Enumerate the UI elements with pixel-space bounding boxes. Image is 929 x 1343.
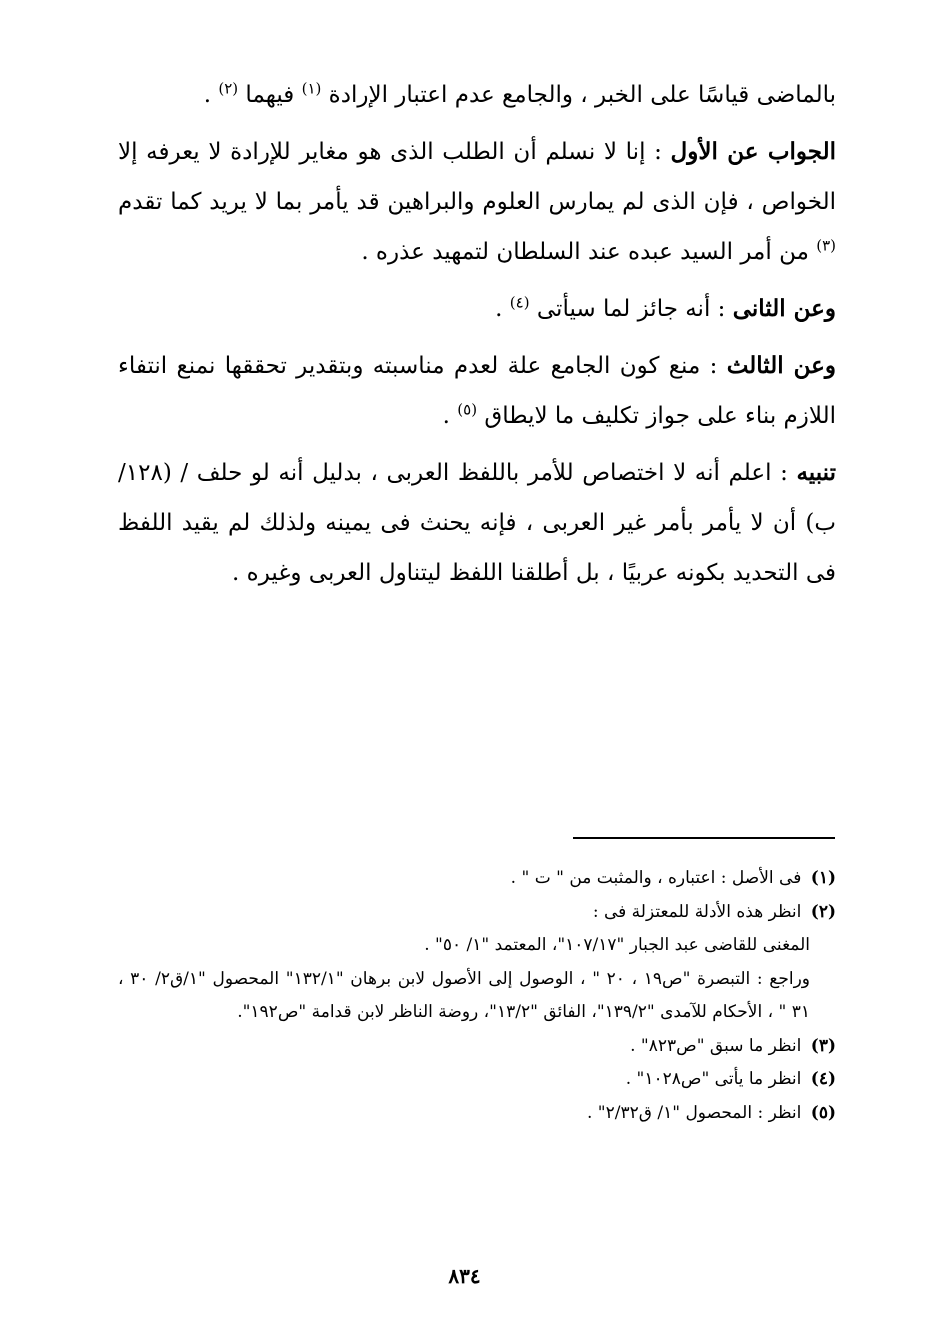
footnote-4-number: (٤) (810, 1069, 836, 1089)
paragraph-3-end: . (495, 296, 510, 322)
paragraph-5 (118, 448, 836, 598)
paragraph-1-end: . (203, 82, 219, 108)
paragraph-5-text: : اعلم أنه لا اختصاص للأمر باللفظ العربى ، بدليل أنه لو حلف / (١٢٨/ب) أن لا يأمر بأمر غير العربى ، فإنه يحنث فى يمينه ولذلك لم يقيد اللفظ فى التحديد بكونه عربيًا ، بل أطلقنا اللفظ ليتناول العربى وغيره . (118, 460, 836, 586)
footnote-1-number: (١) (810, 868, 836, 888)
footnote-2-source-b: وراجع : التبصرة "ص١٩ ، ٢٠ " ، الوصول إلى الأصول لابن برهان "١٣٢/١" المحصول "١/ق٢/ ٣٠ ، ٣١ " ، الأحكام للآمدى "١٣٩/٢"، الفائق "١٣/٢"، روضة الناظر لابن قدامة "ص١٩٢". (118, 968, 810, 1022)
paragraph-1-mid: فيهما (238, 82, 302, 108)
footnote-2-source-a: المغنى للقاضى عبد الجبار "١٠٧/١٧"، المعتمد "١/ ٥٠" . (424, 935, 810, 955)
footnote-2-text: انظر هذه الأدلة للمعتزلة فى : (592, 901, 807, 922)
footnote-ref-2: (٢) (218, 79, 239, 98)
paragraph-4-text: : منع كون الجامع علة لعدم مناسبته وبتقدير تحققها نمنع انتفاء اللازم بناء على جواز تكليف ما لايطاق (118, 353, 836, 429)
footnote-4-text: انظر ما يأتى "ص١٠٢٨" . (625, 1069, 807, 1089)
footnote-ref-3: (٣) (816, 236, 836, 255)
footnote-3-number: (٣) (810, 1035, 836, 1056)
footnote-2-number: (٢) (810, 901, 836, 922)
paragraph-2-end: من أمر السيد عبده عند السلطان لتمهيد عذره . (361, 239, 817, 265)
footnote-ref-1: (١) (301, 79, 322, 98)
footnote-ref-4: (٤) (509, 293, 530, 312)
paragraph-2-text: : إنا لا نسلم أن الطلب الذى هو مغاير للإرادة لا يعرفه إلا الخواص ، فإن الذى لم يمارس العلوم والبراهين قد يأمر بما لا يريد كما تقدم (118, 139, 836, 215)
footnote-1-text: فى الأصل : اعتباره ، والمثبت من " ت " . (510, 868, 807, 888)
paragraph-4-end: . (442, 403, 458, 429)
paragraph-3-heading: وعن الثانى (732, 295, 836, 322)
footnotes (118, 862, 836, 1130)
footnote-3-text: انظر ما سبق "ص٨٢٣" . (630, 1035, 807, 1056)
footnote-2 (118, 896, 836, 930)
footnote-5-text: انظر : المحصول "١/ ق٢/٣٢" . (587, 1102, 807, 1123)
footnote-separator (573, 837, 835, 839)
paragraph-2-heading: الجواب عن الأول (670, 138, 836, 165)
footnote-4 (118, 1063, 836, 1097)
footnote-1 (118, 862, 836, 896)
paragraph-3-text: : أنه جائز لما سيأتى (529, 296, 733, 322)
paragraph-5-heading: تنبيه (796, 459, 836, 486)
footnote-3 (118, 1030, 836, 1064)
footnote-5-number: (٥) (810, 1102, 836, 1123)
paragraph-3 (118, 284, 836, 334)
paragraph-1-text: بالماضى قياسًا على الخبر ، والجامع عدم اعتبار الإرادة (321, 82, 836, 108)
paragraph-2 (118, 127, 836, 277)
footnote-5 (118, 1097, 836, 1131)
footnote-ref-5: (٥) (457, 400, 478, 419)
page-number: ٨٣٤ (448, 1264, 481, 1288)
main-text (118, 70, 836, 598)
paragraph-4 (118, 341, 836, 441)
paragraph-1 (118, 70, 836, 120)
paragraph-4-heading: وعن الثالث (726, 352, 836, 379)
